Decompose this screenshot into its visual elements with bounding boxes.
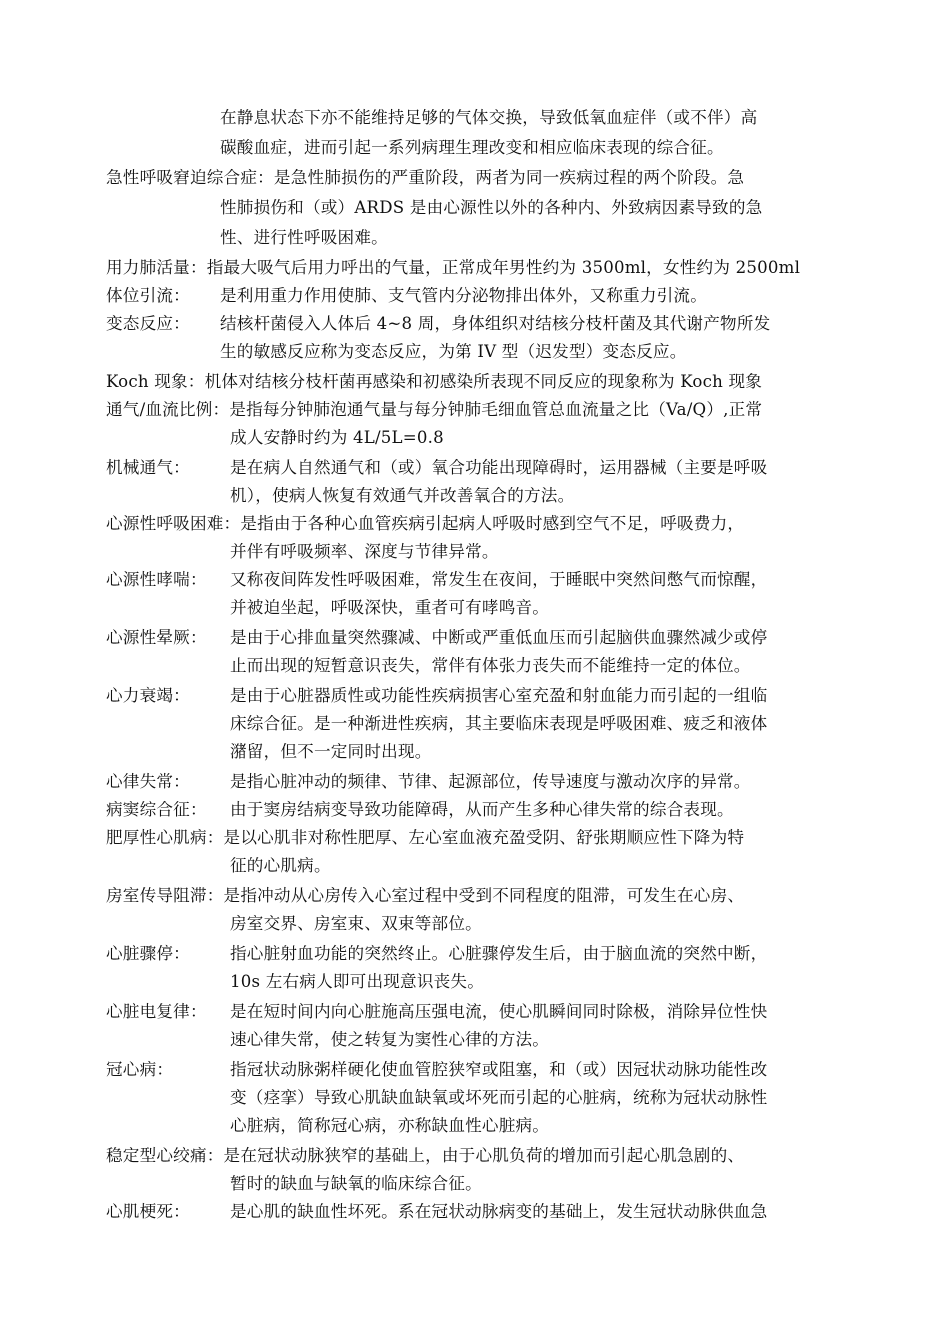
text-line: 速心律失常，使之转复为窦性心律的方法。 <box>230 1030 550 1049</box>
text-line: 心脏病，简称冠心病，亦称缺血性心脏病。 <box>230 1116 550 1135</box>
term-definition: 由于窦房结病变导致功能障碍，从而产生多种心律失常的综合表现。 <box>230 800 734 819</box>
term-label: 变态反应： <box>106 314 190 333</box>
term-line: Koch 现象：机体对结核分枝杆菌再感染和初感染所表现不同反应的现象称为 Koch 现象 <box>106 372 763 391</box>
term-definition: 是由于心脏器质性或功能性疾病损害心室充盈和射血能力而引起的一组临 <box>230 686 768 705</box>
text-line: 并伴有呼吸频率、深度与节律异常。 <box>230 542 499 561</box>
text-line: 暂时的缺血与缺氧的临床综合征。 <box>230 1174 482 1193</box>
term-line: 稳定型心绞痛：是在冠状动脉狭窄的基础上，由于心肌负荷的增加而引起心肌急剧的、 <box>106 1146 745 1165</box>
text-line: 潴留，但不一定同时出现。 <box>230 742 432 761</box>
term-label: 心脏骤停： <box>106 944 190 963</box>
term-definition: 是由于心排血量突然骤减、中断或严重低血压而引起脑供血骤然减少或停 <box>230 628 768 647</box>
text-line: 碳酸血症，进而引起一系列病理生理改变和相应临床表现的综合征。 <box>220 138 724 157</box>
term-definition: 是心肌的缺血性坏死。系在冠状动脉病变的基础上，发生冠状动脉供血急 <box>230 1202 768 1221</box>
text-line: 床综合征。是一种渐进性疾病，其主要临床表现是呼吸困难、疲乏和液体 <box>230 714 768 733</box>
text-line: 性、进行性呼吸困难。 <box>220 228 388 247</box>
text-line: 机），使病人恢复有效通气并改善氧合的方法。 <box>230 486 575 505</box>
term-label: 体位引流： <box>106 286 190 305</box>
term-definition: 结核杆菌侵入人体后 4~8 周，身体组织对结核分枝杆菌及其代谢产物所发 <box>220 314 771 333</box>
term-label: 病窦综合征： <box>106 800 207 819</box>
term-line: 肥厚性心肌病：是以心肌非对称性肥厚、左心室血液充盈受阴、舒张期顺应性下降为特 <box>106 828 745 847</box>
term-label: 机械通气： <box>106 458 190 477</box>
text-line: 变（痉挛）导致心肌缺血缺氧或坏死而引起的心脏病，统称为冠状动脉性 <box>230 1088 768 1107</box>
term-line: 用力肺活量：指最大吸气后用力呼出的气量，正常成年男性约为 3500ml，女性约为 2500ml <box>106 258 801 277</box>
term-definition: 是在病人自然通气和（或）氧合功能出现障碍时，运用器械（主要是呼吸 <box>230 458 768 477</box>
term-line: 通气/血流比例：是指每分钟肺泡通气量与每分钟肺毛细血管总血流量之比（Va/Q）,正常 <box>106 400 763 419</box>
text-line: 并被迫坐起，呼吸深快，重者可有哮鸣音。 <box>230 598 550 617</box>
term-label: 心源性哮喘： <box>106 570 207 589</box>
term-label: 心源性晕厥： <box>106 628 207 647</box>
term-label: 心肌梗死： <box>106 1202 190 1221</box>
term-definition: 是指心脏冲动的频律、节律、起源部位，传导速度与激动次序的异常。 <box>230 772 751 791</box>
term-definition: 是利用重力作用使肺、支气管内分泌物排出体外，又称重力引流。 <box>220 286 708 305</box>
term-line: 心源性呼吸困难：是指由于各种心血管疾病引起病人呼吸时感到空气不足，呼吸费力， <box>106 514 745 533</box>
term-label: 心律失常： <box>106 772 190 791</box>
term-definition: 指冠状动脉粥样硬化使血管腔狭窄或阻塞，和（或）因冠状动脉功能性改 <box>230 1060 768 1079</box>
text-line: 成人安静时约为 4L/5L=0.8 <box>230 428 444 447</box>
term-definition: 是在短时间内向心脏施高压强电流，使心肌瞬间同时除极，消除异位性快 <box>230 1002 768 1021</box>
term-label: 心脏电复律： <box>106 1002 207 1021</box>
term-definition: 又称夜间阵发性呼吸困难，常发生在夜间，于睡眠中突然间憋气而惊醒， <box>230 570 768 589</box>
term-line: 急性呼吸窘迫综合症：是急性肺损伤的严重阶段，两者为同一疾病过程的两个阶段。急 <box>106 168 745 187</box>
term-definition: 指心脏射血功能的突然终止。心脏骤停发生后，由于脑血流的突然中断， <box>230 944 768 963</box>
text-line: 性肺损伤和（或）ARDS 是由心源性以外的各种内、外致病因素导致的急 <box>220 198 763 217</box>
term-label: 冠心病： <box>106 1060 174 1079</box>
text-line: 生的敏感反应称为变态反应，为第 IV 型（迟发型）变态反应。 <box>220 342 687 361</box>
text-line: 在静息状态下亦不能维持足够的气体交换，导致低氧血症伴（或不伴）高 <box>220 108 758 127</box>
text-line: 征的心肌病。 <box>230 856 331 875</box>
term-label: 心力衰竭： <box>106 686 190 705</box>
text-line: 房室交界、房室束、双束等部位。 <box>230 914 482 933</box>
term-line: 房室传导阻滞：是指冲动从心房传入心室过程中受到不同程度的阻滞，可发生在心房、 <box>106 886 745 905</box>
text-line: 10s 左右病人即可出现意识丧失。 <box>230 972 485 991</box>
text-line: 止而出现的短暂意识丧失，常伴有体张力丧失而不能维持一定的体位。 <box>230 656 751 675</box>
